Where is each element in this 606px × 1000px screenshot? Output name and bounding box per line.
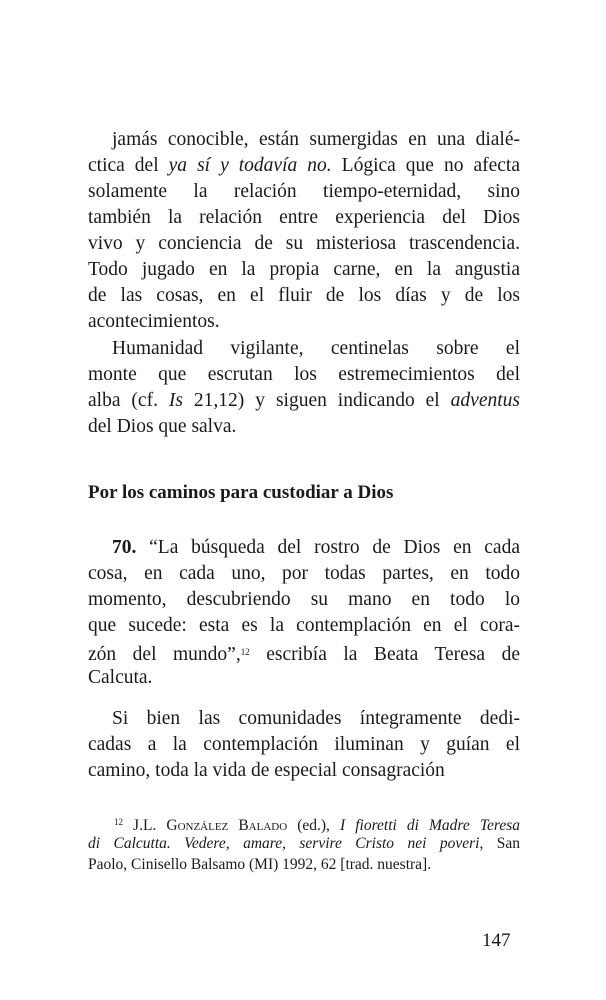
text-line [88,414,520,440]
text-segment: (ed.), [287,817,340,834]
footnote-ref: 12 [240,647,250,657]
text-segment: Humanidad vigilante, centinelas sobre el [112,338,520,359]
text-line [88,833,520,854]
paragraph [88,706,520,784]
text-segment: “La búsqueda del rostro de Dios en cada [136,537,520,558]
text-segment: I fioretti di Madre Teresa [340,817,521,834]
text-line [88,613,520,639]
text-line [88,309,520,335]
text-segment: cadas a la contemplación iluminan y guían el [88,734,520,755]
text-line [88,362,520,388]
text-segment: del Dios que salva. [88,416,237,437]
text-line [88,665,520,691]
text-segment: Is [168,390,183,411]
text-line [88,561,520,587]
text-line [88,336,520,362]
text-line [88,283,520,309]
text-line [88,639,520,665]
text-line [88,179,520,205]
text-line [88,706,520,732]
text-line [88,127,520,153]
text-segment: adventus [450,390,520,411]
text-segment: Si bien las comunidades íntegramente dedi- [112,708,520,729]
text-line [88,812,520,833]
text-line [88,231,520,257]
text-line [88,732,520,758]
text-line [88,587,520,613]
paragraph [88,535,520,691]
text-segment: 70. [112,537,137,558]
text-line [88,388,520,414]
footnote-ref: 12 [114,817,123,827]
text-segment: escribía la Beata Teresa de [249,644,520,665]
text-segment: cosa, en cada uno, por todas partes, en todo [88,563,520,584]
text-segment: acontecimientos. [88,311,220,332]
footnote [88,812,520,875]
text-segment: monte que escrutan los estremecimientos del [88,364,520,385]
paragraph [88,336,520,440]
text-segment: Lógica que no afecta [331,155,521,176]
page-number: 147 [482,930,511,951]
text-line [88,535,520,561]
section-heading: Por los caminos para custodiar a Dios [88,482,394,503]
text-segment: alba (cf. [88,390,169,411]
text-segment: jamás conocible, están sumergidas en una dialé- [112,129,520,150]
text-line [88,205,520,231]
text-segment: J.L. [123,817,167,834]
text-line [88,257,520,283]
text-segment: momento, descubriendo su mano en todo lo [88,589,520,610]
text-segment: también la relación entre experiencia del Dios [88,207,520,228]
text-segment: , San [479,835,521,852]
text-segment: Calcuta. [88,667,153,688]
text-segment: camino, toda la vida de especial consagración [88,760,445,781]
text-segment: ya sí y todavía no. [168,155,332,176]
text-segment: de las cosas, en el fluir de los días y de los [88,285,520,306]
text-segment: González Balado [166,817,288,834]
text-line [88,758,520,784]
text-segment: 21,12) y siguen indicando el [182,390,451,411]
text-line [88,854,520,875]
text-line [88,153,520,179]
text-segment: Todo jugado en la propia carne, en la angustia [88,259,520,280]
paragraph [88,127,520,335]
text-segment: ctica del [88,155,169,176]
text-segment: vivo y conciencia de su misteriosa trascendencia. [88,233,520,254]
text-segment: que sucede: esta es la contemplación en el cora- [88,615,520,636]
text-segment: Paolo, Cinisello Balsamo (MI) 1992, 62 [trad. nuestra]. [88,856,432,873]
text-segment: zón del mundo”, [88,644,241,665]
text-segment: solamente la relación tiempo-eternidad, sino [88,181,520,202]
text-segment: di Calcutta. Vedere, amare, servire Cristo nei poveri [88,835,480,852]
